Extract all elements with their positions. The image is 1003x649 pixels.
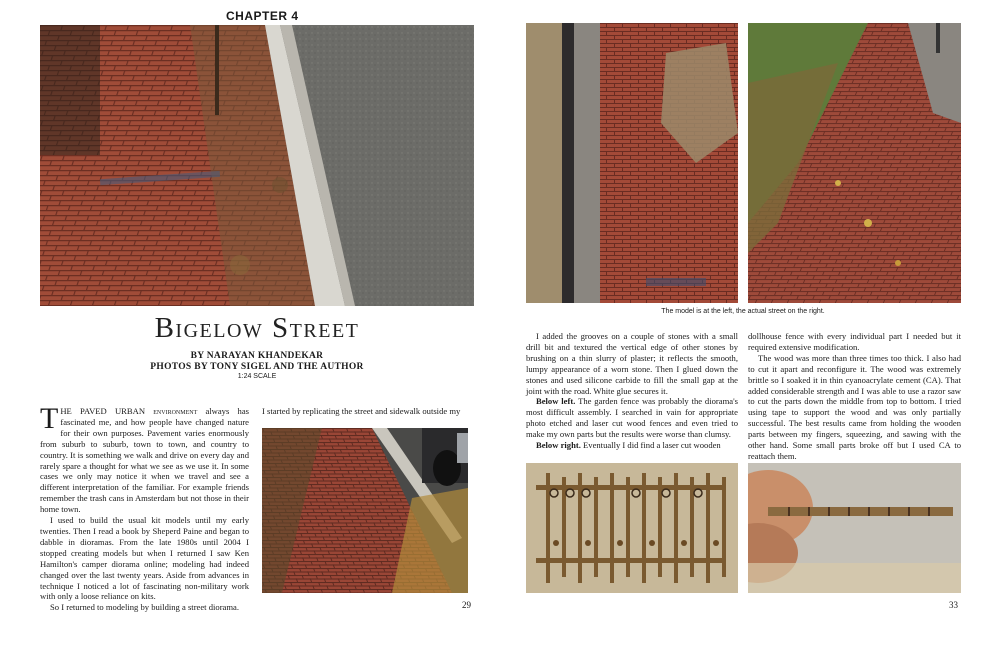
- actual-street-photo: [748, 23, 961, 303]
- left-column-1: [40, 402, 249, 613]
- byline-photos: PHOTOS BY TONY SIGEL AND THE AUTHOR: [150, 362, 364, 372]
- paragraph: dollhouse fence with every individual part I needed but it required extensive modification.: [748, 331, 961, 352]
- drop-cap: T: [40, 402, 59, 435]
- model-sidewalk-photo: [526, 23, 738, 303]
- paragraph: The garden fence was probably the diorama's most difficult assembly. I searched in vain for appropriate photo etched and laser cut wood fences and even tried to make my own parts but the results were worse than clumsy.: [526, 396, 738, 440]
- right-column-1: [526, 331, 738, 451]
- article-title: Bigelow Street: [154, 312, 360, 344]
- paragraph: Eventually I did find a laser cut wooden: [580, 440, 721, 451]
- paragraph: I started by replicating the street and sidewalk outside my: [262, 406, 461, 416]
- intro-paragraph: always has fascinated me, and how people have changed nature for their own purposes. Pavement varies enormously from suburb to suburb, town to town, and country to country. It is something we walk and drive on every day and rarely spare a thought for what we see as we use it. In some cases we only may notice it when we travel and see a different interpretation of the familiar. For example friends remember the trash cans in Amsterdam but not those in their home town.: [40, 406, 249, 515]
- byline-author: BY NARAYAN KHANDEKAR: [190, 351, 324, 361]
- page-number-right: 33: [949, 600, 958, 610]
- paragraph: I added the grooves on a couple of stones with a small drill bit and textured the vertical edge of other stones by brushing on a thin slurry of plaster; it reflects the smooth, lumpy appearance of a worn stone. Then I glued down the stones and used silicone carbide to fill the small gap at the joint with the road. White glue secures it.: [526, 331, 738, 396]
- model-street-photo: [262, 428, 468, 593]
- scale-label: 1:24 SCALE: [237, 373, 277, 380]
- fence-parts-photo: [526, 463, 738, 593]
- right-column-2: [748, 331, 961, 462]
- photo-caption: The model is at the left, the actual street on the right.: [661, 308, 825, 315]
- chapter-label: CHAPTER 4: [226, 9, 299, 23]
- left-column-2: [262, 406, 470, 417]
- fence-sawing-photo: [748, 463, 961, 593]
- lead-in: HE PAVED URBAN environment: [60, 406, 198, 416]
- paragraph: I used to build the usual kit models until my early twenties. Then I read a book by Sheperd Paine and began to dabble in dioramas. From the late 1980s until 2004 I stopped creating models but when I returned I saw Ken Hamilton's camper diorama online; modeling had indeed changed over the last twenty years. Aside from advances in technique I noticed a lot of fascinating non-military work with only a loose reliance on kits.: [40, 515, 249, 602]
- hero-photo-sidewalk: [40, 25, 474, 306]
- paragraph-lead-below-right: Below right.: [536, 440, 581, 451]
- paragraph: So I returned to modeling by building a street diorama.: [50, 602, 240, 613]
- paragraph: The wood was more than three times too thick. I also had to cut it apart and reconfigure it. The wood was extremely brittle so I soaked it in thin cyanoacrylate cement (CA). That added considerable strength and I was able to use a razor saw to cut the parts down the middle from top to bottom. I tried using tape to support the wood and was only partially successful. The best results came from holding the wooden parts between my fingers, squeezing, and sawing with the other hand. Some small parts broke off but I used CA to reattach them.: [748, 352, 961, 461]
- page-number-left: 29: [462, 600, 471, 610]
- paragraph-lead-below-left: Below left.: [536, 396, 576, 407]
